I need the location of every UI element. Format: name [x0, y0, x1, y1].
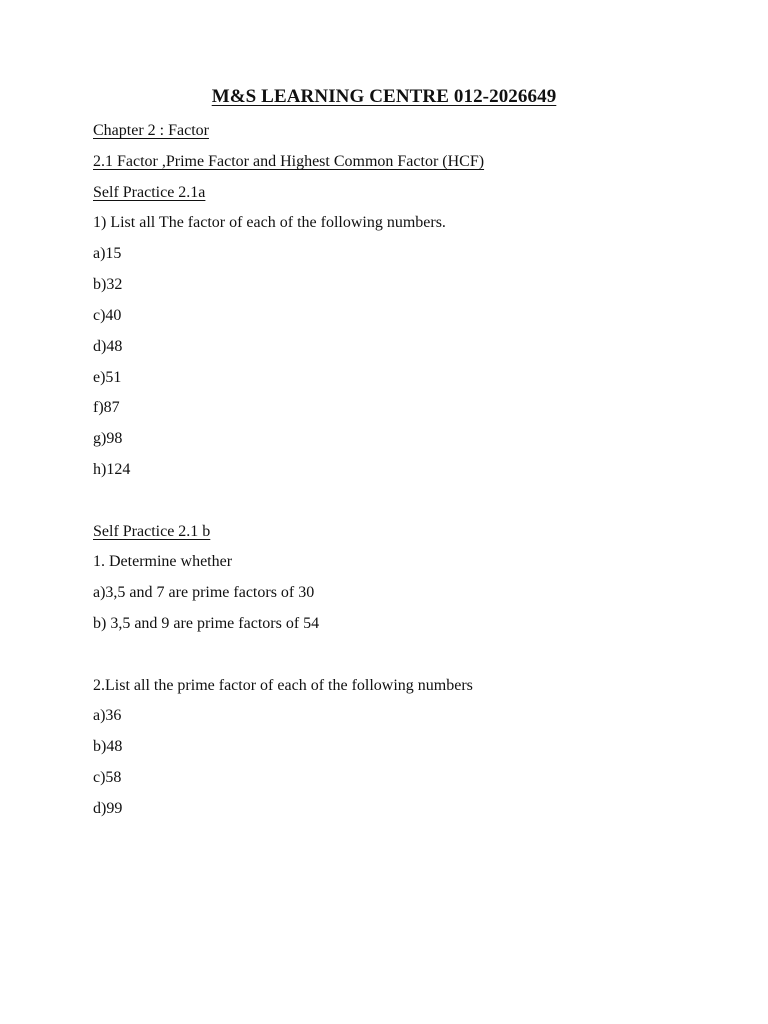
list-item: d)99 — [93, 800, 123, 817]
list-item: a)15 — [93, 245, 122, 262]
list-item: a)3,5 and 7 are prime factors of 30 — [93, 584, 315, 601]
list-item: b)32 — [93, 276, 123, 293]
practice-b-heading: Self Practice 2.1 b — [93, 523, 211, 540]
practice-a-heading: Self Practice 2.1a — [93, 184, 206, 201]
practice-b-question-2: 2.List all the prime factor of each of the following numbers — [93, 677, 473, 694]
list-item: g)98 — [93, 430, 123, 447]
list-item: d)48 — [93, 338, 123, 355]
chapter-heading: Chapter 2 : Factor — [93, 122, 209, 139]
list-item: a)36 — [93, 707, 122, 724]
list-item: f)87 — [93, 399, 120, 416]
list-item: h)124 — [93, 461, 131, 478]
list-item: c)58 — [93, 769, 122, 786]
list-item: c)40 — [93, 307, 122, 324]
practice-b-question-1: 1. Determine whether — [93, 553, 233, 570]
list-item: e)51 — [93, 369, 122, 386]
list-item: b)48 — [93, 738, 123, 755]
list-item: b) 3,5 and 9 are prime factors of 54 — [93, 615, 320, 632]
document-title: M&S LEARNING CENTRE 012-2026649 — [211, 86, 557, 107]
practice-a-question: 1) List all The factor of each of the following numbers. — [93, 214, 446, 231]
section-heading: 2.1 Factor ,Prime Factor and Highest Common Factor (HCF) — [93, 153, 485, 170]
